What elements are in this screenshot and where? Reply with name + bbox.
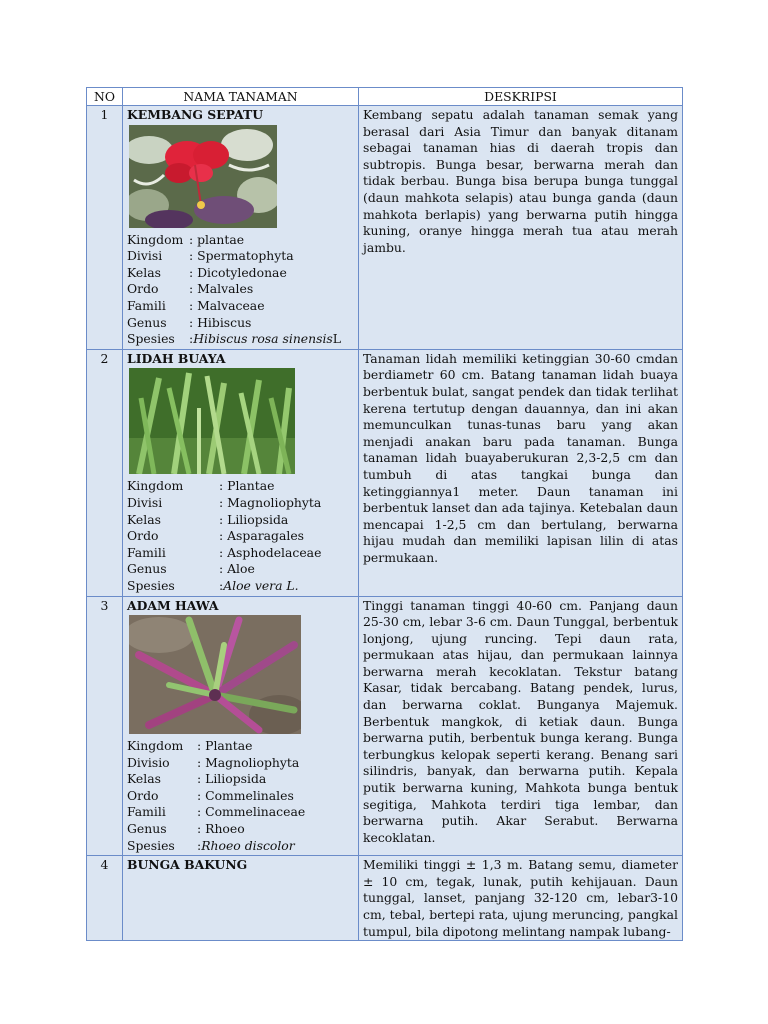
adam-hawa-photo <box>129 615 301 734</box>
taxonomy-value: : Dicotyledonae <box>189 264 287 280</box>
taxonomy-value: : Rhoeo <box>197 821 245 837</box>
taxonomy-row <box>127 738 354 755</box>
taxonomy-row <box>127 804 354 821</box>
plant-description: Kembang sepatu adalah tanaman semak yang berasal dari Asia Timur dan banyak ditanam sebagai tanaman hias di daerah tropis dan subtropis. Bunga besar, berwarna merah dan tidak berbau. Bunga bisa berupa bunga tunggal (daun mahkota selapis) atau bunga ganda (daun mahkota berlapis) yang berwarna putih hingga kuning, oranye hingga merah tua atau merah jambu. <box>359 106 683 350</box>
table-row <box>87 856 683 941</box>
plant-name: ADAM HAWA <box>127 597 219 613</box>
taxonomy-value: : <box>189 331 194 347</box>
taxonomy-list <box>127 478 354 594</box>
taxonomy-key: Divisio <box>127 754 170 770</box>
header-name: NAMA TANAMAN <box>123 88 359 106</box>
table-row <box>87 106 683 350</box>
hibiscus-photo <box>129 125 277 228</box>
plant-name: KEMBANG SEPATU <box>127 107 264 122</box>
header-desc: DESKRIPSI <box>359 88 683 106</box>
taxonomy-row <box>127 315 354 332</box>
taxonomy-key: Ordo <box>127 787 159 803</box>
taxonomy-row <box>127 495 354 512</box>
taxonomy-key: Genus <box>127 821 167 837</box>
species-name: Aloe vera L. <box>223 577 299 593</box>
taxonomy-row <box>127 265 354 282</box>
taxonomy-list <box>127 738 354 854</box>
taxonomy-row <box>127 298 354 315</box>
taxonomy-row <box>127 821 354 838</box>
taxonomy-row <box>127 248 354 265</box>
taxonomy-list <box>127 232 354 348</box>
taxonomy-value: : Liliopsida <box>197 771 267 787</box>
taxonomy-key: Kelas <box>127 771 161 787</box>
table-row <box>87 596 683 856</box>
plant-name: BUNGA BAKUNG <box>127 857 248 873</box>
taxonomy-key: Spesies <box>127 577 175 593</box>
plant-description: Tinggi tanaman tinggi 40-60 cm. Panjang daun 25-30 cm, lebar 3-6 cm. Daun Tunggal, berbentuk lonjong, ujung runcing. Tepi daun rata, permukaan atas hijau, dan permukaan lainnya berwarna merah kecoklatan. Tekstur batang Kasar, tidak bercabang. Batang pendek, lurus, dan berwarna coklat. Bunganya Majemuk. Berbentuk mangkok, di ketiak daun. Bunga berwarna putih, berbentuk bunga kerang. Bunga terbungkus kelopak seperti kerang. Benang sari silindris, banyak, dan berwarna putih. Kepala putik berwarna kuning, Mahkota bunga bentuk segitiga, Mahkota terdiri tiga lembar, dan berwarna putih. Akar Serabut. Berwarna kecoklatan. <box>359 596 683 856</box>
taxonomy-key: Kingdom <box>127 478 184 494</box>
header-no: NO <box>87 88 123 106</box>
taxonomy-key: Ordo <box>127 528 159 544</box>
taxonomy-row <box>127 771 354 788</box>
row-number: 2 <box>87 349 123 596</box>
taxonomy-value: : Asparagales <box>219 528 305 544</box>
plant-cell <box>123 349 359 596</box>
taxonomy-value: : <box>219 577 224 593</box>
species-name: Hibiscus rosa sinensis <box>193 331 333 347</box>
taxonomy-row <box>127 232 354 249</box>
taxonomy-value: : Spermatophyta <box>189 248 294 264</box>
taxonomy-row <box>127 755 354 772</box>
taxonomy-value: : Aloe <box>219 561 255 577</box>
taxonomy-key: Famili <box>127 804 166 820</box>
taxonomy-key: Divisi <box>127 248 163 264</box>
row-number: 4 <box>87 856 123 941</box>
plant-description: Tanaman lidah memiliki ketinggian 30-60 cmdan berdiametr 60 cm. Batang tanaman lidah buaya berbentuk bulat, sangat pendek dan tidak terlihat kerena tertutup dengan dauannya, dan ini akan memunculkan tunas-tunas baru yang akan menjadi anakan baru pada tanaman. Bunga tanaman lidah buayaberukuran 2,3-2,5 cm dan tumbuh di atas tangkai bunga dan ketinggiannya1 meter. Daun tanaman ini berbentuk lanset dan ada tajinya. Ketebalan daun mencapai 1-2,5 cm dan bertulang, berwarna hijau mudah dan memiliki lapisan lilin di atas permukaan. <box>359 349 683 596</box>
taxonomy-value: : Commelinales <box>197 787 294 803</box>
taxonomy-row <box>127 561 354 578</box>
table-header-row <box>87 88 683 106</box>
aloe-vera-photo <box>129 368 295 474</box>
taxonomy-key: Kelas <box>127 264 161 280</box>
taxonomy-row <box>127 512 354 529</box>
taxonomy-row <box>127 281 354 298</box>
taxonomy-value: : <box>197 837 202 853</box>
taxonomy-row <box>127 545 354 562</box>
taxonomy-value: : Hibiscus <box>189 314 252 330</box>
taxonomy-value: : Plantae <box>197 738 253 754</box>
taxonomy-key: Kingdom <box>127 738 184 754</box>
taxonomy-value: : Plantae <box>219 478 275 494</box>
species-author: L <box>332 331 342 347</box>
taxonomy-key: Kelas <box>127 511 161 527</box>
taxonomy-row <box>127 788 354 805</box>
plant-description: Memiliki tinggi ± 1,3 m. Batang semu, diameter ± 10 cm, tegak, lunak, putih kehijauan. Daun tunggal, lanset, panjang 32-120 cm, lebar3-10 cm, tebal, bertepi rata, ujung meruncing, pangkal tumpul, bila dipotong melintang nampak lubang- <box>363 857 678 939</box>
taxonomy-key: Famili <box>127 544 166 560</box>
table-row <box>87 349 683 596</box>
plant-cell <box>123 106 359 350</box>
taxonomy-value: : Magnoliophyta <box>197 754 300 770</box>
plant-name: LIDAH BUAYA <box>127 350 226 366</box>
taxonomy-row <box>127 331 354 348</box>
plant-cell <box>123 596 359 856</box>
taxonomy-value: : Asphodelaceae <box>219 544 322 560</box>
taxonomy-key: Famili <box>127 297 166 313</box>
taxonomy-value: : Magnoliophyta <box>219 494 322 510</box>
taxonomy-value: : Malvaceae <box>189 297 265 313</box>
taxonomy-key: Spesies <box>127 331 175 347</box>
taxonomy-key: Divisi <box>127 494 163 510</box>
plant-cell <box>123 856 359 941</box>
taxonomy-row <box>127 838 354 855</box>
plant-table <box>86 87 683 941</box>
taxonomy-value: : Malvales <box>189 281 254 297</box>
taxonomy-value: : Liliopsida <box>219 511 289 527</box>
taxonomy-key: Genus <box>127 561 167 577</box>
row-number: 1 <box>87 106 123 350</box>
taxonomy-key: Kingdom <box>127 231 184 247</box>
taxonomy-key: Spesies <box>127 837 175 853</box>
taxonomy-key: Ordo <box>127 281 159 297</box>
row-number: 3 <box>87 596 123 856</box>
species-name: Rhoeo discolor <box>201 837 295 853</box>
plant-description-cell <box>359 856 683 941</box>
taxonomy-key: Genus <box>127 314 167 330</box>
taxonomy-row <box>127 578 354 595</box>
taxonomy-value: : plantae <box>189 231 245 247</box>
taxonomy-row <box>127 528 354 545</box>
taxonomy-value: : Commelinaceae <box>197 804 306 820</box>
taxonomy-row <box>127 478 354 495</box>
